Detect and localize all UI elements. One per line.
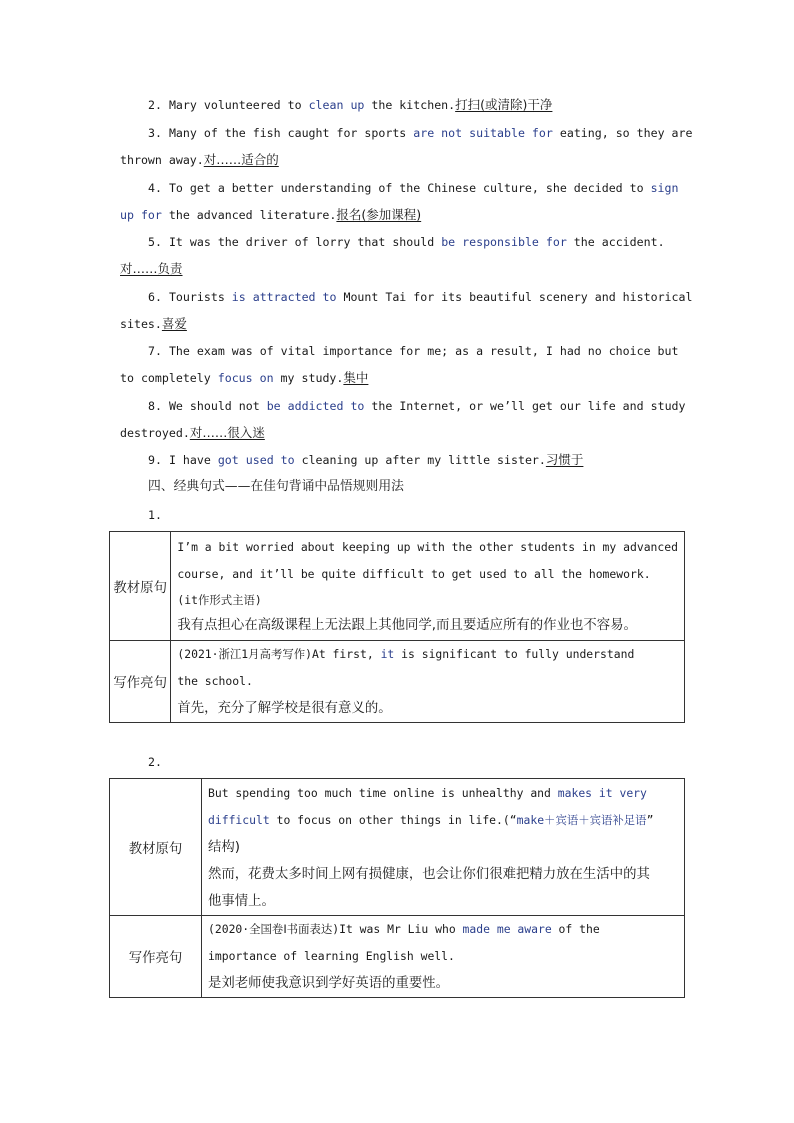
row-label-textbook: 教材原句: [110, 779, 202, 916]
sentence-6-line2: sites.喜爱: [120, 316, 187, 331]
sentence-3-line2: thrown away.对……适合的: [120, 152, 279, 167]
section-heading: 四、经典句式——在佳句背诵中品悟规则用法: [148, 479, 404, 494]
row-label-writing: 写作亮句: [110, 916, 202, 998]
sentence-7-line2: to completely focus on my study.集中: [120, 370, 369, 385]
textbook-sentence-cell: But spending too much time online is unhealthy and makes it very difficult to focus on other things in life.(“make＋宾语＋宾语补足语” 结构) 然而，花费太多时间上网有损健康，也会让你们很难把精力放在生活中的其 他事情上。: [202, 779, 685, 916]
phrase-highlight: be responsible for: [441, 235, 567, 249]
sentence-7-line1: 7. The exam was of vital importance for me; as a result, I had no choice but: [148, 344, 679, 358]
answer-text: 对……很入迷: [189, 425, 265, 440]
phrase-highlight: make＋宾语＋宾语补足语: [516, 812, 647, 827]
chinese-translation: 我有点担心在高级课程上无法跟上其他同学,而且要适应所有的作业也不容易。: [177, 617, 637, 633]
phrase-highlight: up for: [120, 208, 162, 222]
table-2-number: 2.: [148, 755, 162, 769]
answer-text: 习惯于: [545, 452, 584, 467]
phrase-highlight: focus on: [217, 371, 274, 385]
sentence-9: 9. I have got used to cleaning up after my little sister.习惯于: [148, 452, 584, 467]
table-1: [109, 531, 685, 723]
answer-text: 对……负责: [120, 261, 183, 276]
phrase-highlight: clean up: [308, 98, 365, 112]
sentence-2: 2. Mary volunteered to clean up the kitchen.打扫(或清除)干净: [148, 97, 553, 112]
chinese-translation: 他事情上。: [208, 893, 275, 909]
sentence-5-line1: 5. It was the driver of lorry that should be responsible for the accident.: [148, 235, 665, 249]
chinese-translation: 首先，充分了解学校是很有意义的。: [177, 701, 392, 716]
phrase-highlight: are not suitable for: [413, 126, 553, 140]
sentence-8-line1: 8. We should not be addicted to the Internet, or we’ll get our life and study: [148, 399, 686, 413]
writing-sentence-cell: (2020·全国卷Ⅰ书面表达)It was Mr Liu who made me aware of the importance of learning English well. 是刘老师使我意识到学好英语的重要性。: [202, 916, 685, 998]
row-label-textbook: 教材原句: [110, 532, 171, 641]
phrase-highlight: made me aware: [462, 922, 552, 936]
phrase-highlight: sign: [650, 181, 679, 195]
writing-sentence-cell: (2021·浙江1月高考写作)At first, it is significant to fully understand the school. 首先，充分了解学校是很有意义的。: [171, 641, 685, 723]
sentence-4-line2: up for the advanced literature.报名(参加课程): [120, 207, 422, 222]
phrase-highlight: it: [380, 647, 395, 661]
sentence-4-line1: 4. To get a better understanding of the Chinese culture, she decided to sign: [148, 181, 679, 195]
sentence-6-line1: 6. Tourists is attracted to Mount Tai for its beautiful scenery and historical: [148, 290, 693, 304]
sentence-5-line2: [120, 261, 183, 277]
row-label-writing: 写作亮句: [110, 641, 171, 723]
table-2: [109, 778, 685, 998]
phrase-highlight: makes it very: [557, 785, 647, 800]
phrase-highlight: is attracted to: [231, 290, 337, 304]
phrase-highlight: be addicted to: [266, 399, 365, 413]
answer-text: 对……适合的: [203, 152, 279, 167]
textbook-sentence-cell: I’m a bit worried about keeping up with the other students in my advanced course, and it’ll be quite difficult to get used to all the homework. (it作形式主语) 我有点担心在高级课程上无法跟上其他同学,而且要适应所有的作业也不容易。: [171, 532, 685, 641]
answer-text: 打扫(或清除)干净: [455, 97, 553, 112]
answer-text: 喜爱: [161, 316, 187, 331]
table-1-number: 1.: [148, 508, 162, 522]
answer-text: 报名(参加课程): [336, 207, 422, 222]
chinese-translation: 然而，花费太多时间上网有损健康，也会让你们很难把精力放在生活中的其: [208, 866, 650, 882]
sentence-8-line2: destroyed.对……很入迷: [120, 425, 265, 440]
chinese-translation: 是刘老师使我意识到学好英语的重要性。: [208, 976, 450, 991]
answer-text: 集中: [343, 370, 369, 385]
phrase-highlight: difficult: [208, 812, 270, 827]
sentence-3-line1: 3. Many of the fish caught for sports are not suitable for eating, so they are: [148, 126, 693, 140]
phrase-highlight: got used to: [217, 453, 295, 467]
